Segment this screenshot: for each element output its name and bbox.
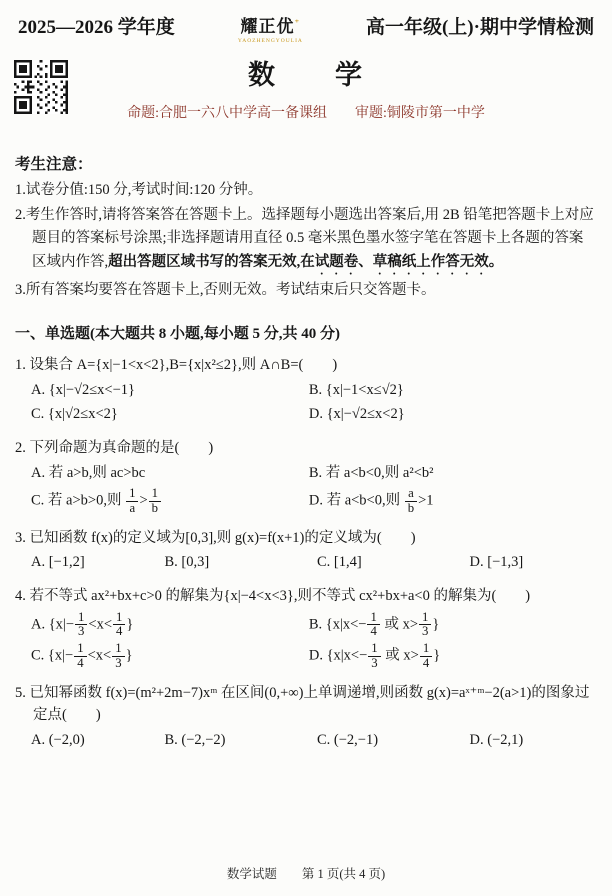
question (15, 437, 597, 516)
option: B. {x|x<− $\frac{1}{4}$ 或 x> $\frac{1}{3}$ } (308, 609, 440, 639)
option: C. (−2,−1) (317, 731, 379, 748)
option: D. [−1,3] (469, 554, 524, 571)
brand-logo-plus: ⁺ (294, 17, 301, 28)
question (15, 682, 597, 752)
option: C. [1,4] (317, 554, 362, 571)
option: B. 若 a<b<0,则 a²<b² (308, 464, 434, 481)
fraction: $\frac{a}{b}$ (405, 487, 417, 516)
question-stem: 3. 已知函数 f(x)的定义域为[0,3],则 g(x)=f(x+1)的定义域为( ) (15, 529, 416, 546)
fraction: $\frac{1}{b}$ (149, 487, 161, 516)
fraction: $\frac{1}{3}$ (75, 611, 87, 640)
option: B. [0,3] (164, 554, 210, 571)
notice-item-2-text: 2.考生作答时,请将答案答在答题卡上。选择题每小题选出答案后,用 2B 铅笔把答题卡上对应题目的答案标号涂黑;非选择题请用直径 0.5 毫米黑色墨水签字笔在答题卡上各题的答案区域内作答, (15, 206, 594, 270)
brand-logo-text: 耀正优 (240, 17, 295, 36)
fraction: $\frac{1}{3}$ (368, 642, 380, 671)
question-list (15, 354, 597, 751)
question-stem: 1. 设集合 A={x|−1<x<2},B={x|x²≤2},则 A∩B=( ) (15, 357, 338, 374)
option: C. {x|√2≤x<2} (31, 406, 118, 423)
option: A. {x|−√2≤x<−1} (31, 381, 135, 398)
option: D. {x|−√2≤x<2} (308, 406, 405, 423)
option: B. (−2,−2) (164, 731, 226, 748)
brand-logo-main (240, 16, 300, 37)
questions-section (15, 322, 597, 751)
fraction: $\frac{1}{3}$ (112, 642, 124, 671)
fraction: $\frac{1}{3}$ (419, 611, 431, 640)
question-stem: 4. 若不等式 ax²+bx+c>0 的解集为{x|−4<x<3},则不等式 cx²+bx+a<0 的解集为( ) (15, 588, 531, 605)
option: A. {x|− $\frac{1}{3}$ <x< $\frac{1}{4}$ } (31, 609, 134, 639)
notice-item-3: 3.所有答案均要答在答题卡上,否则无效。考试结束后只交答题卡。 (15, 281, 436, 298)
section-title: 一、单选题(本大题共 8 小题,每小题 5 分,共 40 分) (15, 326, 340, 343)
fraction: $\frac{1}{4}$ (420, 642, 432, 671)
options-row (15, 552, 597, 574)
header (0, 0, 612, 45)
question (15, 354, 597, 426)
option: D. {x|x<− $\frac{1}{3}$ 或 x> $\frac{1}{4}$ } (308, 641, 441, 670)
fraction: $\frac{1}{4}$ (113, 611, 125, 640)
notice-item-1: 1.试卷分值:150 分,考试时间:120 分钟。 (15, 182, 263, 199)
header-term: 2025—2026 学年度 (18, 17, 175, 38)
options-row (15, 611, 597, 671)
qr-code-image (14, 60, 68, 114)
options-row (15, 380, 597, 427)
question-stem: 2. 下列命题为真命题的是( ) (15, 440, 214, 457)
option: B. {x|−1<x≤√2} (308, 381, 404, 398)
question (15, 585, 597, 671)
notice-item-2-bold: 超出答题区域书写的答案无效,在 (108, 253, 315, 270)
fraction: $\frac{1}{a}$ (126, 487, 138, 516)
brand-logo (238, 16, 303, 45)
page-footer: 数学试题 第 1 页(共 4 页) (226, 867, 386, 881)
notice-item-2-end: 。 (488, 253, 504, 270)
notice-item-2-emphasis: 试题卷、草稿纸上作答无效 (314, 253, 489, 270)
notice-section (15, 152, 597, 302)
option: A. [−1,2] (31, 554, 85, 571)
options-row (15, 463, 597, 516)
option: A. 若 a>b,则 ac>bc (31, 464, 146, 481)
brand-logo-subtext: YAOZHENGYOULIA (237, 38, 303, 45)
qr-code (14, 60, 68, 114)
option: A. (−2,0) (31, 731, 85, 748)
fraction: $\frac{1}{4}$ (367, 611, 379, 640)
notice-title: 考生注意： (15, 156, 93, 174)
option: C. {x|− $\frac{1}{4}$ <x< $\frac{1}{3}$ } (31, 641, 133, 670)
subject-title: 数 学 (248, 60, 364, 91)
option: C. 若 a>b>0,则 $\frac{1}{a}$ > $\frac{1}{b}$ (31, 487, 303, 516)
option: D. 若 a<b<0,则 $\frac{a}{b}$ >1 (308, 486, 434, 516)
header-exam-name: 高一年级(上)·期中学情检测 (365, 17, 594, 38)
question (15, 527, 597, 574)
option: D. (−2,1) (469, 731, 524, 748)
notice-item-2 (15, 204, 597, 278)
setter-line: 命题:合肥一六八中学高一备课组 审题:铜陵市第一中学 (127, 106, 485, 122)
question-stem: 5. 已知幂函数 f(x)=(m²+2m−7)xᵐ 在区间(0,+∞)上单调递增,则函数 g(x)=aˣ⁺ᵐ−2(a>1)的图象过定点( ) (15, 684, 590, 724)
options-row (15, 730, 597, 752)
fraction: $\frac{1}{4}$ (74, 642, 86, 671)
